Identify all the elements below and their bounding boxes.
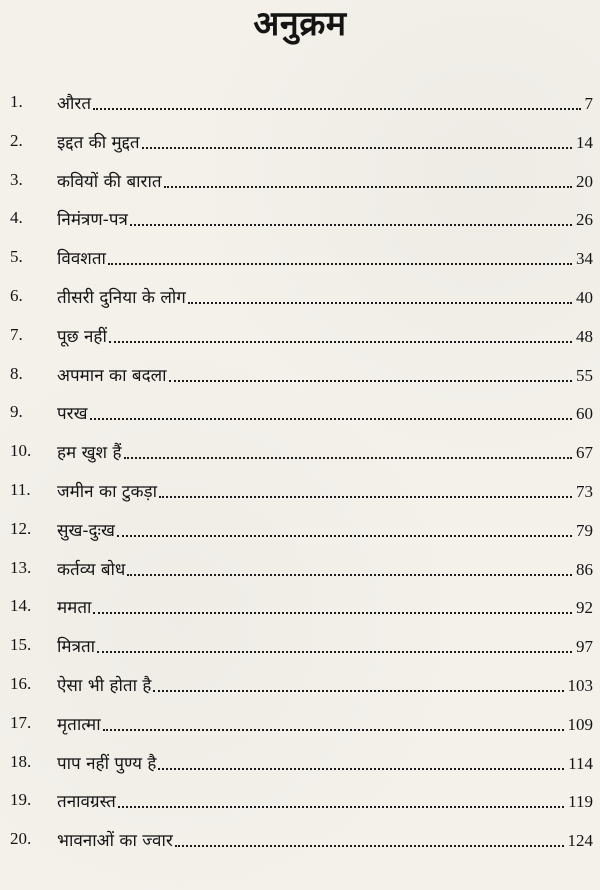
entry-row <box>57 556 593 582</box>
entry-page-number: 86 <box>576 559 593 579</box>
dot-leader <box>153 689 563 692</box>
entry-number: 11. <box>10 480 31 499</box>
dot-leader <box>93 107 580 110</box>
dot-leader <box>158 767 564 770</box>
entry-title: तीसरी दुनिया के लोग <box>57 288 186 308</box>
toc-entry <box>0 666 600 702</box>
entry-row <box>57 711 593 737</box>
toc-entry <box>0 550 600 586</box>
entry-title: कर्तव्य बोध <box>57 559 126 580</box>
entry-row <box>57 206 593 232</box>
entry-row <box>57 439 593 465</box>
entry-title: मित्रता <box>57 637 96 658</box>
entry-number: 3. <box>10 169 23 189</box>
toc-entry <box>0 588 600 624</box>
entry-row <box>57 594 593 620</box>
page-title: अनुक्रम <box>253 4 347 44</box>
entry-row <box>57 284 593 310</box>
entry-title: मृतात्मा <box>57 714 101 735</box>
dot-leader <box>127 573 572 576</box>
dot-leader <box>108 262 572 265</box>
entry-row <box>57 478 593 504</box>
entry-title: निमंत्रण-पत्र <box>57 210 128 231</box>
entry-page-number: 7 <box>584 94 593 113</box>
entry-title: अपमान का बदला <box>57 365 167 386</box>
entry-page-number: 109 <box>567 714 593 734</box>
entry-row <box>57 362 593 388</box>
toc-entry <box>0 472 600 508</box>
entry-number: 2. <box>10 130 23 150</box>
entry-number: 5. <box>10 247 23 267</box>
entry-title: ममता <box>57 598 92 619</box>
dot-leader <box>93 611 572 614</box>
entry-row <box>57 323 593 349</box>
toc-entry <box>0 162 600 198</box>
entry-number: 4. <box>10 208 23 228</box>
entry-number: 6. <box>10 286 23 305</box>
entry-page-number: 14 <box>576 132 593 152</box>
entry-title: पाप नहीं पुण्य है <box>57 753 157 774</box>
entry-page-number: 34 <box>576 249 593 269</box>
entry-number: 16. <box>10 674 32 693</box>
dot-leader <box>130 223 572 226</box>
toc-entry <box>0 278 600 314</box>
entry-title: परख <box>57 404 88 425</box>
dot-leader <box>97 650 572 653</box>
entry-row <box>57 517 593 543</box>
dot-leader <box>124 456 573 459</box>
toc-entry <box>0 821 600 857</box>
entry-title: पूछ नहीं <box>57 326 107 347</box>
entry-page-number: 67 <box>576 443 593 463</box>
entry-number: 18. <box>10 751 32 771</box>
entry-title: भावनाओं का ज्वार <box>57 831 173 852</box>
entry-title: विवशता <box>57 249 106 270</box>
entry-row <box>57 245 593 271</box>
entry-row <box>57 129 593 155</box>
entry-row <box>57 827 593 853</box>
entry-number: 9. <box>10 402 23 422</box>
entry-number: 12. <box>10 518 32 538</box>
entry-title: जमीन का टुकड़ा <box>57 482 158 502</box>
entry-page-number: 20 <box>576 171 593 191</box>
entry-number: 1. <box>10 92 23 111</box>
entry-row <box>57 90 593 116</box>
dot-leader <box>142 146 572 149</box>
toc-entry <box>0 744 600 780</box>
entry-row <box>57 672 593 698</box>
entry-number: 10. <box>10 441 32 461</box>
dot-leader <box>118 805 564 808</box>
entry-title: कवियों की बारात <box>57 171 162 192</box>
dot-leader <box>117 534 572 537</box>
entry-row <box>57 633 593 659</box>
entry-title: औरत <box>57 94 92 114</box>
dot-leader <box>109 340 572 343</box>
dot-leader <box>164 185 572 188</box>
dot-leader <box>159 495 572 498</box>
toc-entry <box>0 317 600 353</box>
toc-entry <box>0 627 600 663</box>
entry-page-number: 40 <box>576 288 593 307</box>
dot-leader <box>169 379 572 382</box>
entry-page-number: 55 <box>576 365 593 385</box>
entry-title: सुख-दुःख <box>57 520 115 541</box>
toc-entry <box>0 394 600 430</box>
toc-entry <box>0 511 600 547</box>
entry-number: 20. <box>10 829 32 849</box>
entry-number: 17. <box>10 712 32 732</box>
entry-title: हम खुश हैं <box>57 443 122 464</box>
entry-row <box>57 168 593 194</box>
entry-page-number: 97 <box>576 637 593 657</box>
entry-row <box>57 750 593 776</box>
entry-number: 14. <box>10 596 32 616</box>
entry-page-number: 60 <box>576 404 593 424</box>
entry-number: 8. <box>10 363 23 383</box>
entry-page-number: 73 <box>576 482 593 501</box>
entry-title: इद्दत की मुद्दत <box>57 132 140 153</box>
entry-row <box>57 400 593 426</box>
entry-page-number: 26 <box>576 210 593 230</box>
toc-entry <box>0 123 600 159</box>
entry-page-number: 79 <box>576 520 593 540</box>
toc-entry <box>0 782 600 818</box>
toc-entry <box>0 356 600 392</box>
entry-page-number: 48 <box>576 326 593 346</box>
entry-page-number: 103 <box>567 676 593 695</box>
dot-leader <box>188 301 572 304</box>
entry-number: 15. <box>10 635 32 655</box>
entry-title: ऐसा भी होता है <box>57 676 152 696</box>
toc-entry <box>0 84 600 120</box>
dot-leader <box>175 844 564 847</box>
entry-page-number: 124 <box>567 831 593 851</box>
entry-page-number: 114 <box>568 753 593 773</box>
toc-entry <box>0 200 600 236</box>
entry-number: 7. <box>10 324 23 344</box>
entry-page-number: 92 <box>576 598 593 618</box>
dot-leader <box>90 417 572 420</box>
dot-leader <box>103 728 564 731</box>
toc-entry <box>0 433 600 469</box>
toc-entry <box>0 239 600 275</box>
entry-number: 13. <box>10 557 32 577</box>
entry-page-number: 119 <box>568 792 593 812</box>
entry-row <box>57 788 593 814</box>
entry-number: 19. <box>10 790 32 810</box>
toc-entry <box>0 705 600 741</box>
entry-title: तनावग्रस्त <box>57 792 116 813</box>
